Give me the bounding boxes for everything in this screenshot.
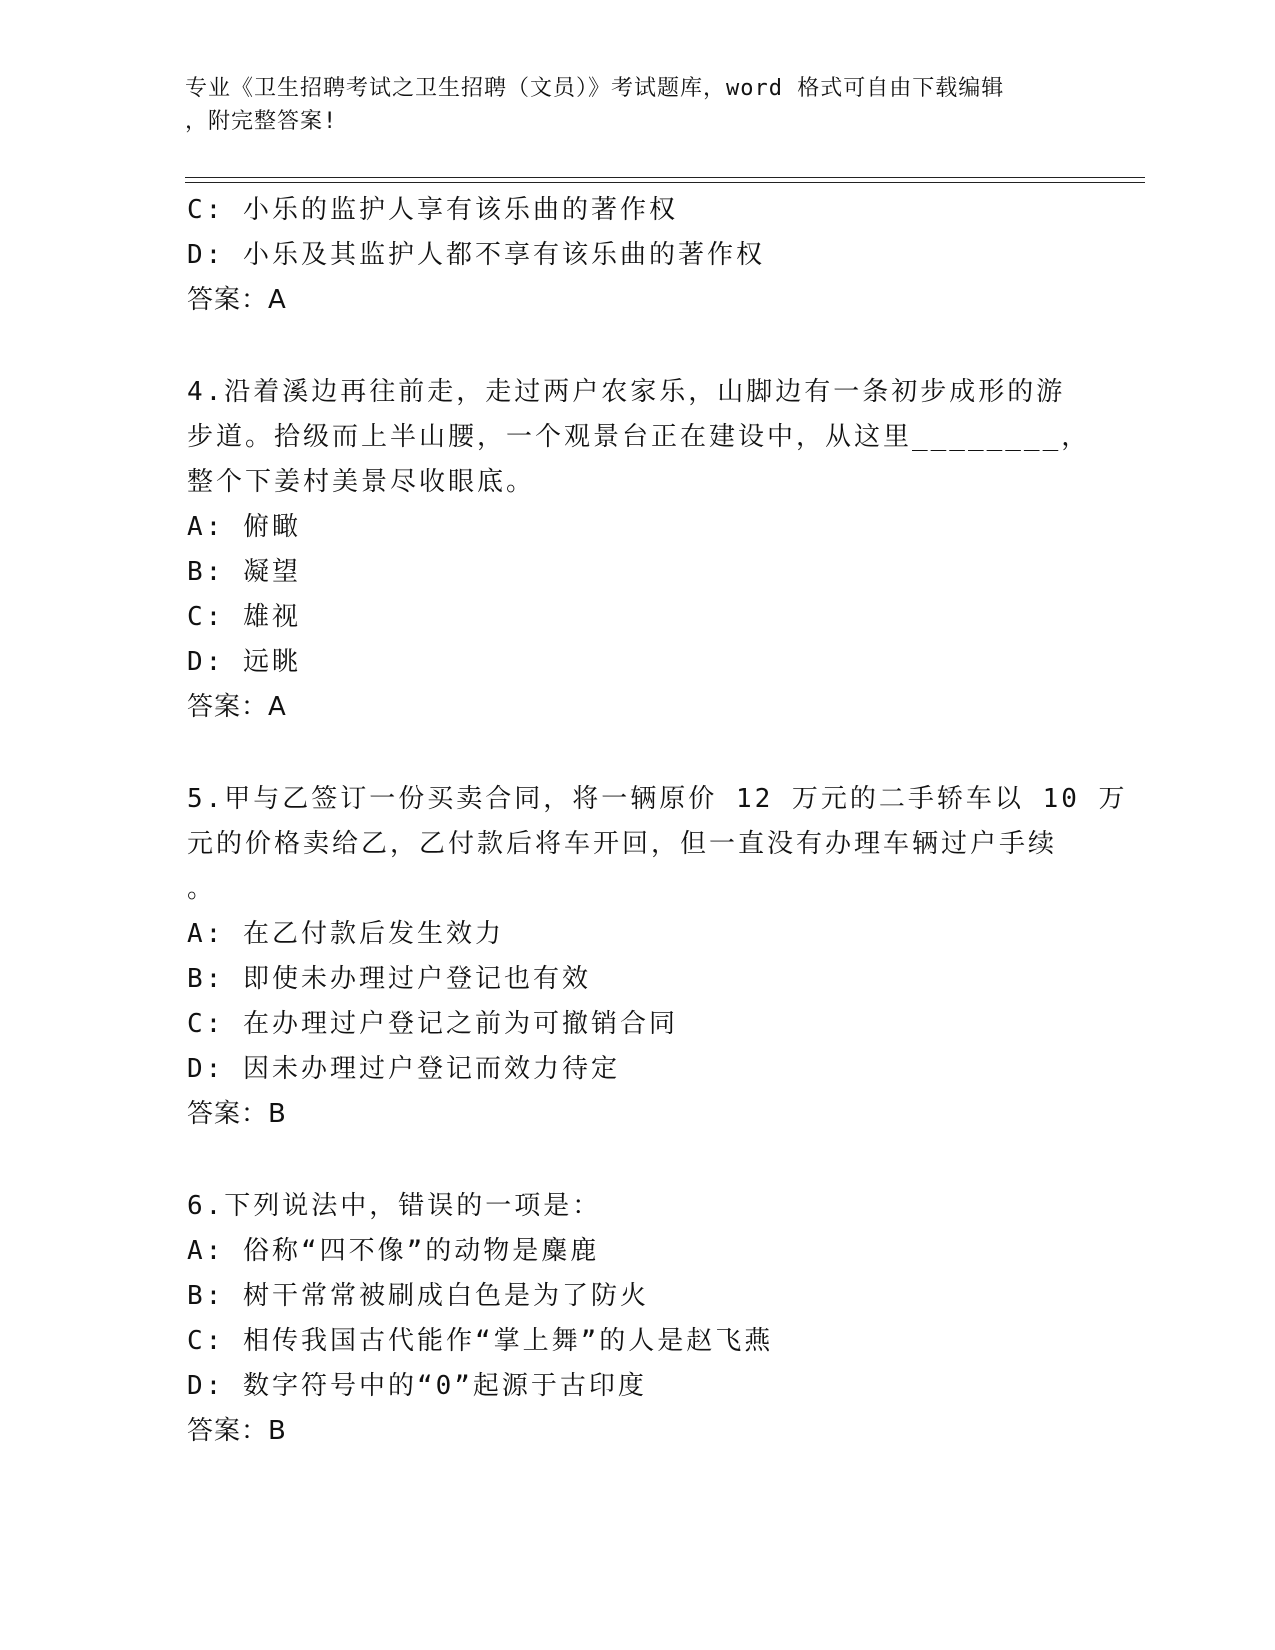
document-header xyxy=(185,72,1065,138)
question-list xyxy=(187,188,1128,1454)
question-4 xyxy=(187,370,1091,730)
option-c: C: 在办理过户登记之前为可撤销合同 xyxy=(187,1009,678,1039)
question-stem-line: 步道。拾级而上半山腰，一个观景台正在建设中，从这里________， xyxy=(187,422,1091,452)
option-a: A: 俗称“四不像”的动物是麋鹿 xyxy=(187,1236,600,1266)
answer-label: 答案：B xyxy=(187,1416,287,1446)
option-c: C: 小乐的监护人享有该乐曲的著作权 xyxy=(187,195,678,225)
header-line-1: 专业《卫生招聘考试之卫生招聘（文员）》考试题库，word 格式可自由下载编辑 xyxy=(185,76,1005,101)
option-d: D: 远眺 xyxy=(187,647,301,677)
answer-label: 答案：A xyxy=(187,285,287,315)
question-3 xyxy=(187,188,1067,323)
option-a: A: 俯瞰 xyxy=(187,512,301,542)
question-stem-line: 5.甲与乙签订一份买卖合同，将一辆原价 12 万元的二手轿车以 10 万 xyxy=(187,784,1128,814)
option-b: B: 树干常常被刷成白色是为了防火 xyxy=(187,1281,649,1311)
option-c: C: 雄视 xyxy=(187,602,301,632)
question-stem-line: 整个下姜村美景尽收眼底。 xyxy=(187,467,536,497)
question-spacer xyxy=(187,323,1067,370)
question-stem-line: 4.沿着溪边再往前走，走过两户农家乐，山脚边有一条初步成形的游 xyxy=(187,377,1066,407)
question-6 xyxy=(187,1184,1067,1454)
option-d: D: 因未办理过户登记而效力待定 xyxy=(187,1054,620,1084)
option-b: B: 即使未办理过户登记也有效 xyxy=(187,964,591,994)
option-c: C: 相传我国古代能作“掌上舞”的人是赵飞燕 xyxy=(187,1326,774,1356)
header-divider-bottom xyxy=(185,182,1145,183)
question-spacer xyxy=(187,1137,1067,1184)
option-d: D: 小乐及其监护人都不享有该乐曲的著作权 xyxy=(187,240,765,270)
option-a: A: 在乙付款后发生效力 xyxy=(187,919,504,949)
question-spacer xyxy=(187,730,1067,777)
header-divider-top xyxy=(185,177,1145,178)
question-5 xyxy=(187,777,1128,1137)
header-line-2: ，附完整答案! xyxy=(185,109,338,134)
question-stem-line: 。 xyxy=(187,874,217,904)
question-stem-line: 6.下列说法中，错误的一项是： xyxy=(187,1191,602,1221)
option-d: D: 数字符号中的“0”起源于古印度 xyxy=(187,1371,647,1401)
option-b: B: 凝望 xyxy=(187,557,301,587)
answer-label: 答案：B xyxy=(187,1099,287,1129)
answer-label: 答案：A xyxy=(187,692,287,722)
question-stem-line: 元的价格卖给乙，乙付款后将车开回，但一直没有办理车辆过户手续 xyxy=(187,829,1058,859)
